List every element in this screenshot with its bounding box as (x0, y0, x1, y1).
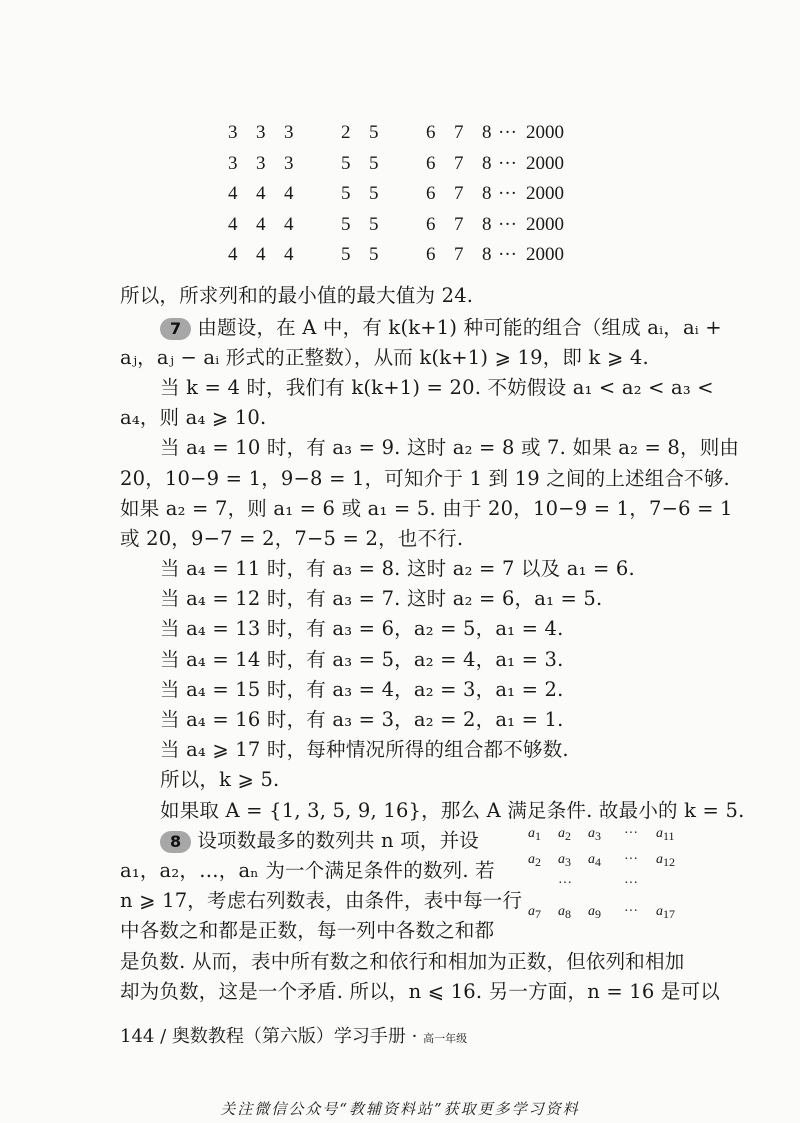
watermark-text: 关注微信公众号“教辅资料站”获取更多学习资料 (220, 1100, 580, 1118)
table-cell: 6 (426, 122, 436, 143)
table-cell: 4 (256, 213, 266, 235)
text-line: 中各数之和都是正数，每一列中各数之和都 (120, 919, 495, 942)
matrix-cell: ··· (624, 826, 638, 841)
problem-7-line: 7 由题设，在 A 中，有 k(k+1) 种可能的组合（组成 aᵢ，aᵢ + (160, 314, 722, 342)
table-cell: 8 (482, 152, 492, 174)
table-cell: 2000 (526, 183, 564, 204)
matrix-cell: $a_2$ (528, 852, 541, 869)
text-line: 当 a₄ = 16 时，有 a₃ = 3，a₂ = 2，a₁ = 1. (160, 708, 564, 731)
table-cell: 2000 (526, 213, 564, 235)
table-cell: 5 (369, 183, 379, 204)
table-cell: 8 (482, 213, 492, 235)
table-cell: 5 (369, 122, 379, 143)
text-line: 却为负数，这是一个矛盾. 所以，n ⩽ 16. 另一方面，n = 16 是可以 (120, 980, 721, 1003)
table-cell: 7 (454, 152, 464, 174)
table-cell: 4 (256, 183, 266, 204)
table-cell: 3 (284, 122, 294, 143)
text-line: 是负数. 从而，表中所有数之和依行和相加为正数，但依列和相加 (120, 950, 685, 973)
problem-8-line: 8 设项数最多的数列共 n 项，并设 (160, 827, 479, 855)
table-cell: 4 (284, 213, 294, 235)
book-title: 奥数教程（第六版）学习手册 (171, 1026, 406, 1047)
text-line: 当 a₄ = 14 时，有 a₃ = 5，a₂ = 4，a₁ = 3. (160, 648, 564, 671)
matrix-cell: ··· (624, 852, 638, 867)
grade-label: 高一年级 (423, 1032, 468, 1045)
sequence-matrix (520, 826, 690, 926)
table-cell: ··· (498, 183, 517, 204)
table-cell: 6 (426, 244, 436, 265)
table-cell: 6 (426, 183, 436, 204)
table-cell: 3 (228, 152, 238, 174)
footer-slash: / (160, 1026, 167, 1047)
table-cell: 7 (454, 122, 464, 143)
table-cell: 4 (284, 244, 294, 265)
matrix-cell: $a_7$ (528, 904, 541, 921)
text-line: 所以，k ⩾ 5. (160, 768, 280, 791)
matrix-cell: $a_3$ (588, 826, 601, 843)
matrix-cell: $a_2$ (558, 826, 571, 843)
text-line: a₁，a₂，…，aₙ 为一个满足条件的数列. 若 (120, 859, 495, 882)
table-cell: 2000 (526, 122, 564, 143)
text-line: 或 20，9−7 = 2，7−5 = 2，也不行. (120, 527, 464, 550)
table-cell: 3 (256, 152, 266, 174)
matrix-cell: $a_4$ (588, 852, 601, 869)
table-cell: ··· (498, 244, 517, 265)
text-line: 当 a₄ = 12 时，有 a₃ = 7. 这时 a₂ = 6，a₁ = 5. (160, 587, 603, 610)
problem-number-badge: 7 (160, 318, 191, 340)
table-cell: 6 (426, 213, 436, 235)
text-line: 当 a₄ = 13 时，有 a₃ = 6，a₂ = 5，a₁ = 4. (160, 617, 564, 640)
table-cell: 5 (369, 213, 379, 235)
text-line: aⱼ，aⱼ − aᵢ 形式的正整数），从而 k(k+1) ⩾ 19，即 k ⩾ 4. (120, 346, 649, 369)
table-cell: 5 (341, 244, 351, 265)
table-cell: 5 (369, 244, 379, 265)
matrix-cell: ··· (624, 904, 638, 919)
table-cell: 4 (228, 213, 238, 235)
table-cell: 5 (341, 183, 351, 204)
text-line: 当 a₄ = 10 时，有 a₃ = 9. 这时 a₂ = 8 或 7. 如果 a₂ = 8，则由 (160, 436, 740, 459)
matrix-cell: $a_8$ (558, 904, 571, 921)
text-line: a₄，则 a₄ ⩾ 10. (120, 406, 267, 429)
table-cell: 8 (482, 244, 492, 265)
table-cell: 4 (256, 244, 266, 265)
page-number: 144 (120, 1026, 155, 1047)
footer-dot: · (411, 1026, 418, 1047)
text-line: 当 a₄ ⩾ 17 时，每种情况所得的组合都不够数. (160, 738, 569, 761)
text-line: n ⩾ 17，考虑右列数表，由条件，表中每一行 (120, 889, 523, 912)
table-cell: ··· (498, 152, 517, 174)
table-cell: 5 (341, 213, 351, 235)
table-cell: 3 (284, 152, 294, 174)
text-line: 20，10−9 = 1，9−8 = 1，可知介于 1 到 19 之间的上述组合不够. (120, 467, 730, 490)
text-line: 当 a₄ = 11 时，有 a₃ = 8. 这时 a₂ = 7 以及 a₁ = 6. (160, 557, 635, 580)
matrix-cell: ··· (558, 876, 572, 891)
table-cell: 4 (284, 183, 294, 204)
matrix-cell: $a_3$ (558, 852, 571, 869)
problem-number-badge: 8 (160, 831, 191, 853)
table-cell: 2000 (526, 152, 564, 174)
text-line: 当 k = 4 时，我们有 k(k+1) = 20. 不妨假设 a₁ < a₂ < a₃ < (160, 376, 714, 399)
text-line: 如果 a₂ = 7，则 a₁ = 6 或 a₁ = 5. 由于 20，10−9 = 1，7−6 = 1 (120, 497, 733, 520)
table-cell: 7 (454, 244, 464, 265)
table-cell: ··· (498, 213, 517, 235)
table-cell: 3 (256, 122, 266, 143)
matrix-cell: $a_{11}$ (656, 826, 675, 843)
text-line: 当 a₄ = 15 时，有 a₃ = 4，a₂ = 3，a₁ = 2. (160, 678, 564, 701)
matrix-cell: $a_9$ (588, 904, 601, 921)
table-cell: 8 (482, 122, 492, 143)
matrix-cell: $a_{12}$ (656, 852, 675, 869)
table-cell: 5 (341, 152, 351, 174)
matrix-cell: $a_1$ (528, 826, 541, 843)
table-cell: 2 (341, 122, 351, 143)
table-cell: 5 (369, 152, 379, 174)
table-cell: 7 (454, 183, 464, 204)
table-cell: 2000 (526, 244, 564, 265)
table-cell: 6 (426, 152, 436, 174)
table-cell: 4 (228, 183, 238, 204)
matrix-cell: $a_{17}$ (656, 904, 675, 921)
table-cell: 3 (228, 122, 238, 143)
table-cell: 4 (228, 244, 238, 265)
table-cell: 8 (482, 183, 492, 204)
table-cell: 7 (454, 213, 464, 235)
matrix-cell: ··· (624, 876, 638, 891)
table-cell: ··· (498, 122, 517, 143)
page-footer (120, 1022, 467, 1048)
text-line: 如果取 A = {1, 3, 5, 9, 16}，那么 A 满足条件. 故最小的 k = 5. (160, 799, 745, 822)
text-line: 所以，所求列和的最小值的最大值为 24. (120, 284, 474, 307)
